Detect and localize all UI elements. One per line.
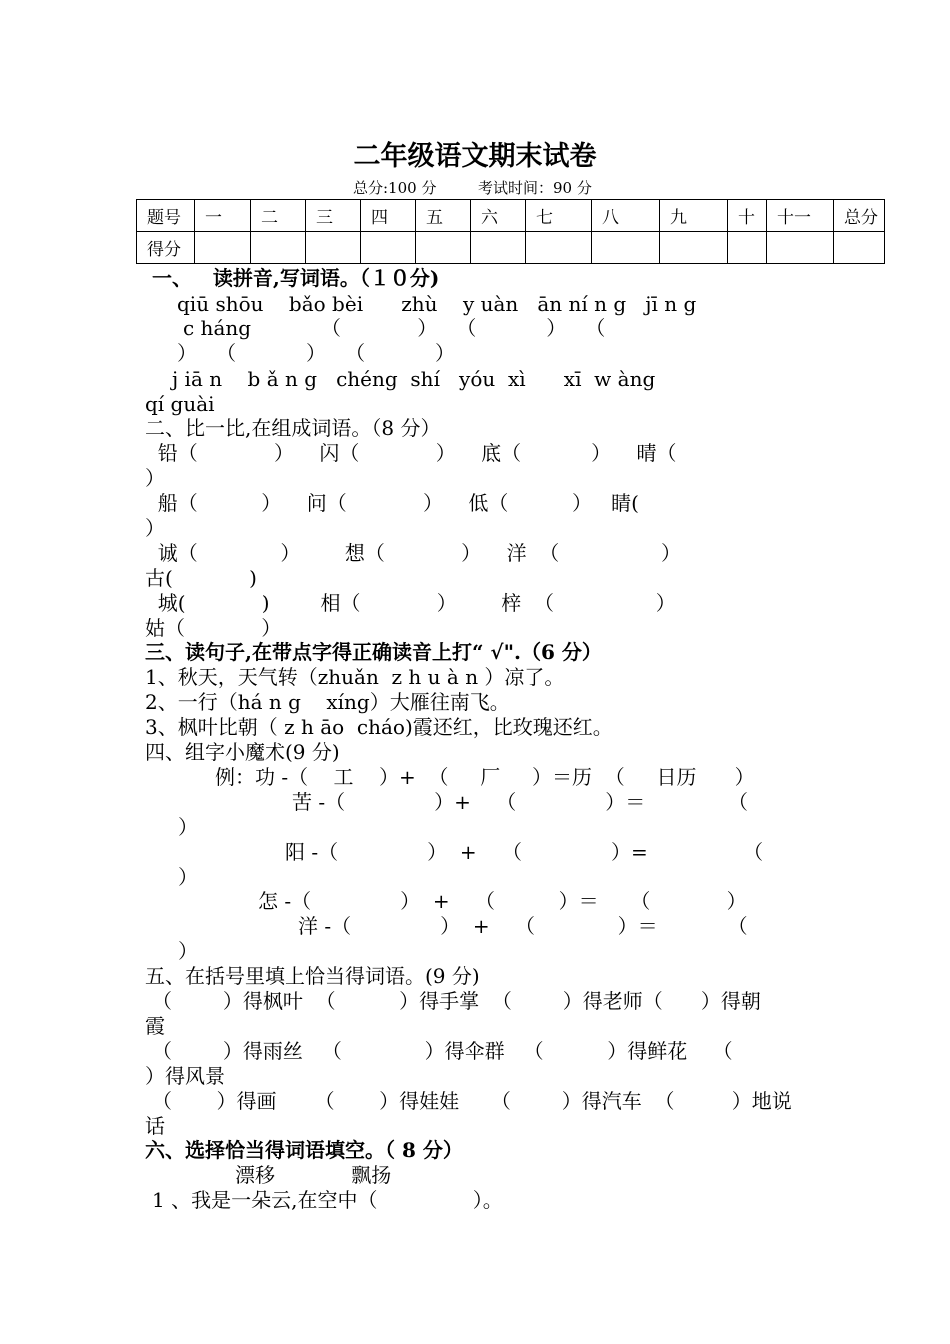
page-title: 二年级语文期末试卷 [353, 141, 597, 172]
section3-heading: 三、读句子,在带点字得正确读音上打“ √".（6 分） [145, 640, 602, 664]
score-input-cell[interactable] [195, 232, 251, 264]
score-input-cell[interactable] [526, 232, 592, 264]
section5-line: ）得风景 [145, 1064, 225, 1088]
score-input-cell[interactable] [361, 232, 416, 264]
score-table-cell: 三 [306, 200, 361, 232]
section5-line: （ ）得枫叶 （ ）得手掌 （ ）得老师（ ）得朝 [152, 989, 761, 1013]
exam-time: 考试时间：90 分 [478, 179, 592, 197]
score-table-score-row [137, 232, 885, 264]
score-table-cell: 七 [526, 200, 592, 232]
score-input-cell[interactable] [767, 232, 834, 264]
score-input-cell[interactable] [306, 232, 361, 264]
section2-heading: 二、比一比,在组成词语。（8 分） [145, 416, 441, 440]
section1-line: qiū shōu bǎo bèi zhù y uàn ān ní n g jī n g [177, 292, 697, 316]
section1-line: c háng （ ） （ ） （ [183, 316, 606, 340]
section5-line: 霞 [145, 1014, 165, 1038]
section6-heading: 六、选择恰当得词语填空。（ 8 分） [145, 1138, 463, 1162]
score-table-cell: 十 [728, 200, 767, 232]
section6-word-choices: 漂移 飘扬 [235, 1163, 392, 1187]
score-table-cell: 题号 [137, 200, 195, 232]
section2-line: 城( ) 相（ ） 梓 （ ） [145, 591, 676, 615]
section5-line: （ ）得画 （ ）得娃娃 （ ）得汽车 （ ）地说 [152, 1089, 792, 1113]
section4-line: ） [178, 939, 198, 963]
section3-line: 2、一行（há n g xíng）大雁往南飞。 [145, 690, 510, 714]
score-table-cell: 二 [251, 200, 306, 232]
section4-example: 例：功 -（ 工 ）+ （ 厂 ）＝历 （ 日历 ） [215, 765, 755, 789]
section6-line: 1 、我是一朵云,在空中（ ）。 [152, 1188, 503, 1212]
score-table-header-row [137, 200, 885, 232]
section2-line: 诚（ ） 想（ ） 洋 （ ） [145, 541, 682, 565]
score-table-cell: 五 [416, 200, 471, 232]
section5-line: 话 [145, 1114, 165, 1138]
score-table-cell: 九 [660, 200, 728, 232]
section1-line: j iā n b ǎ n g chéng shí yóu xì xī w àng [172, 367, 656, 391]
section3-line: 1、秋天，天气转（zhuǎn z h u à n ）凉了。 [145, 665, 565, 689]
section1-line: ） （ ） （ ） [177, 341, 456, 365]
section2-line: ） [145, 466, 165, 490]
score-input-cell[interactable] [592, 232, 660, 264]
score-table-cell: 总分 [834, 200, 885, 232]
score-table-cell: 一 [195, 200, 251, 232]
section2-line: 船（ ） 问（ ） 低（ ） 睛( [145, 491, 639, 515]
section4-heading: 四、组字小魔术(9 分) [145, 740, 340, 764]
section4-line: 阳 -（ ） + （ ）= （ [285, 840, 764, 864]
section3-line: 3、枫叶比朝（ z h āo cháo)霞还红，比玫瑰还红。 [145, 715, 613, 739]
total-score: 总分:100 分 [353, 179, 437, 197]
score-table-cell: 十一 [767, 200, 834, 232]
score-table [136, 199, 885, 264]
section5-heading: 五、在括号里填上恰当得词语。(9 分) [145, 964, 480, 988]
section4-line: 苦 -（ ）+ （ ）＝ （ [292, 790, 748, 814]
section5-line: （ ）得雨丝 （ ）得伞群 （ ）得鲜花 （ [152, 1039, 733, 1063]
score-input-cell[interactable] [251, 232, 306, 264]
score-table-cell: 得分 [137, 232, 195, 264]
score-input-cell[interactable] [834, 232, 885, 264]
section2-line: 铅（ ） 闪（ ） 底（ ） 晴（ [145, 441, 677, 465]
section4-line: 怎 -（ ） + （ ）＝ （ ） [258, 889, 747, 913]
section4-line: ） [178, 865, 198, 889]
score-table-cell: 四 [361, 200, 416, 232]
score-table-cell: 六 [471, 200, 526, 232]
score-table-cell: 八 [592, 200, 660, 232]
section2-line: 姑（ ） [145, 616, 282, 640]
score-input-cell[interactable] [416, 232, 471, 264]
section1-heading: 一、 读拼音,写词语。（１０分) [152, 266, 440, 290]
section2-line: ） [145, 516, 165, 540]
section2-line: 古( ) [145, 566, 257, 590]
score-input-cell[interactable] [471, 232, 526, 264]
section1-line: qí guài [145, 392, 215, 416]
score-input-cell[interactable] [728, 232, 767, 264]
section4-line: ） [178, 815, 198, 839]
score-input-cell[interactable] [660, 232, 728, 264]
section4-line: 洋 -（ ） + （ ）＝ （ [298, 914, 748, 938]
